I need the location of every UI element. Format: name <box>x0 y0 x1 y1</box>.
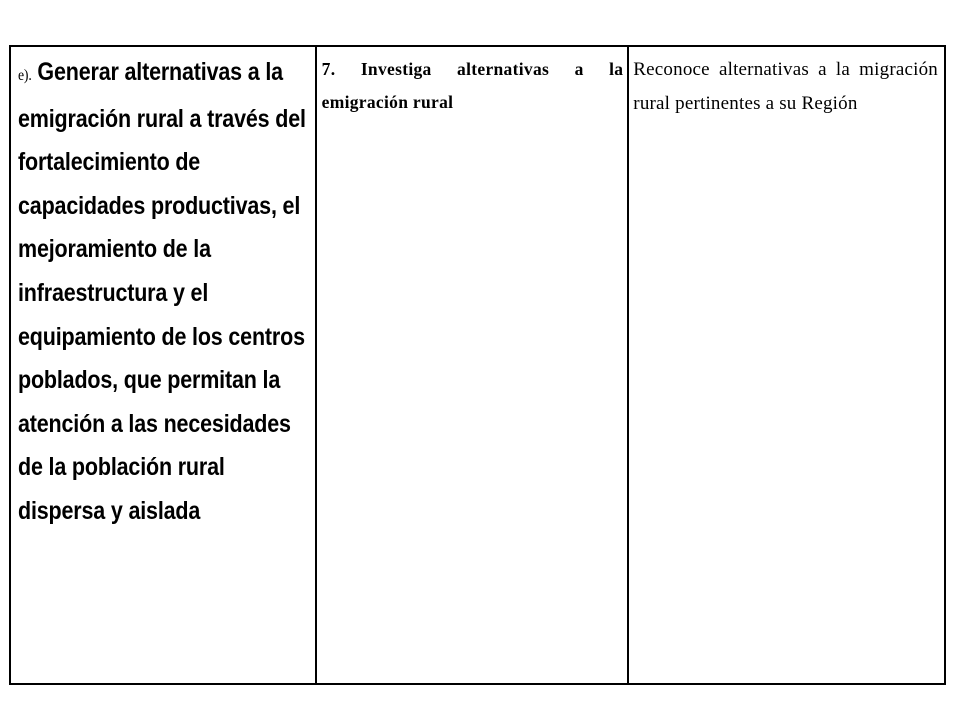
objective-text-block <box>18 51 310 534</box>
table-row <box>10 46 945 684</box>
objectives-table <box>9 45 946 685</box>
indicator-cell <box>628 46 945 684</box>
objective-cell <box>10 46 316 684</box>
activity-text: 7. Investiga alternativas a la emigración rural <box>321 59 624 112</box>
objective-text: Generar alternativas a la emigración rural a través del fortalecimiento de capacidades productivas, el mejoramiento de la infraestructura y el equipamiento de los centros poblados, que permitan la atención a las necesidades de la población rural dispersa y aislada <box>18 58 306 525</box>
indicator-text: Reconoce alternativas a la migración rural pertinentes a su Región <box>633 59 938 114</box>
activity-cell <box>316 46 629 684</box>
objective-prefix: e). <box>18 67 32 84</box>
